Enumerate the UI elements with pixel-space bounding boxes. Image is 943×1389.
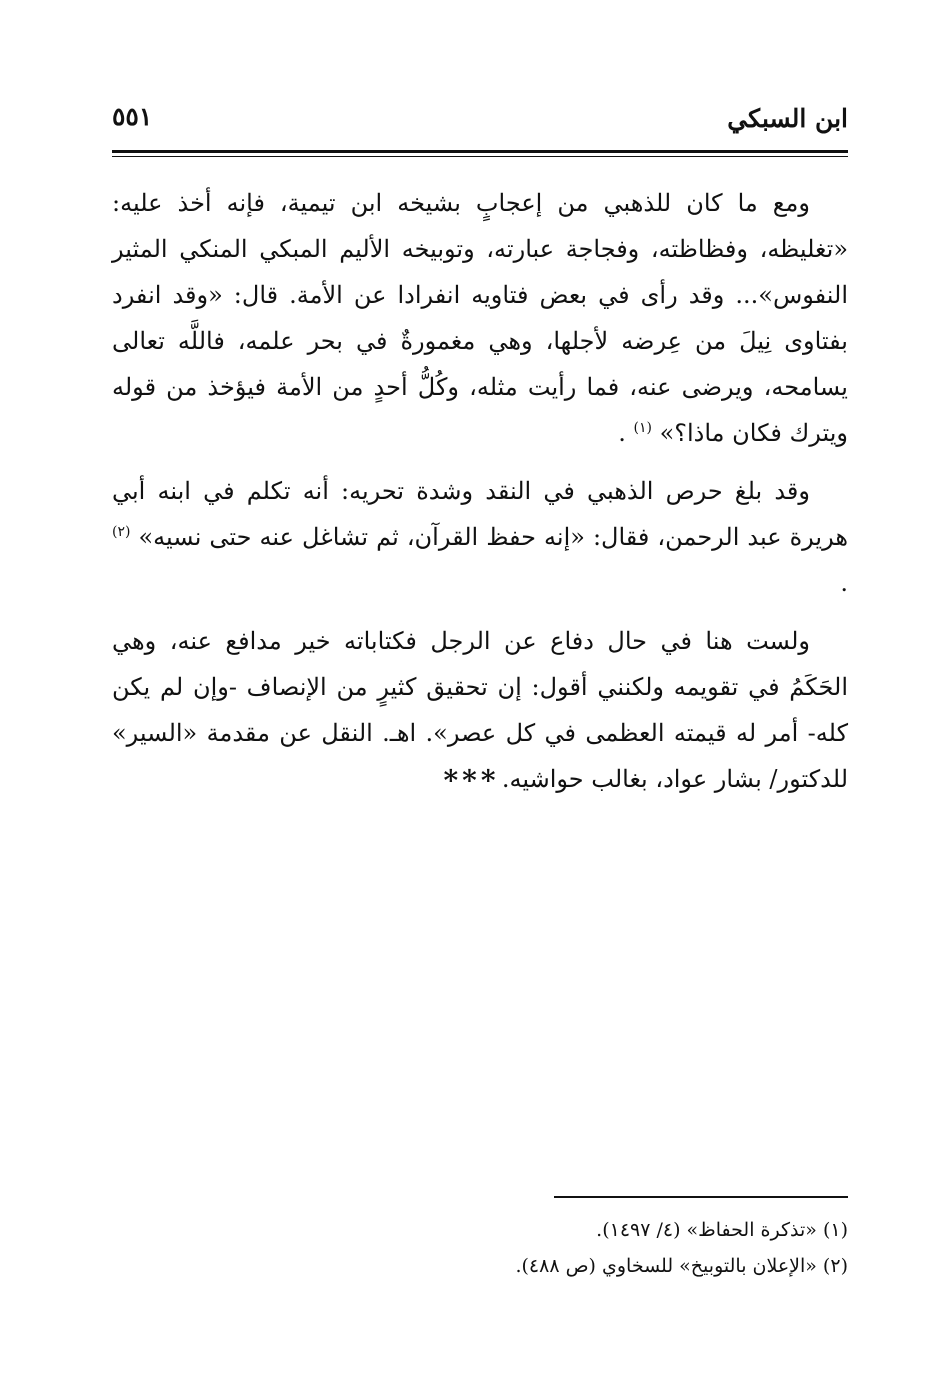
footnotes — [112, 1212, 848, 1284]
paragraph-1: ومع ما كان للذهبي من إعجابٍ بشيخه ابن تيمية، فإنه أخذ عليه: «تغليظه، وفظاظته، وفجاجة عبارته، وتوبيخه الأليم المبكي المنكي المثير النفوس»... وقد رأى في بعض فتاويه انفرادا عن الأمة. قال: «وقد انفرد بفتاوى نِيلَ من عِرضه لأجلها، وهي مغمورةٌ في بحر علمه، فاللَّه تعالى يسامحه، ويرضى عنه، فما رأيت مثله، وكُلُّ أحدٍ من الأمة فيؤخذ من قوله ويترك فكان ماذا؟» $^{(١)}$ . — [112, 189, 848, 447]
footnote-1: (١) «تذكرة الحفاظ» (٤/ ١٤٩٧). — [596, 1219, 848, 1241]
header-rule-thin — [112, 156, 848, 157]
paragraph-1-text: ومع ما كان للذهبي من إعجابٍ بشيخه ابن تيمية، فإنه أخذ عليه: «تغليظه، وفظاظته، وفجاجة عبارته، وتوبيخه الأليم المبكي المنكي المثير النفوس»... وقد رأى في بعض فتاويه انفرادا عن الأمة. قال: «وقد انفرد بفتاوى نِيلَ من عِرضه لأجلها، وهي مغمورةٌ في بحر علمه، فاللَّه تعالى يسامحه، ويرضى عنه، فما رأيت مثله، وكُلُّ أحدٍ من الأمة فيؤخذ من قوله ويترك فكان ماذا؟» — [112, 189, 848, 447]
body-text — [112, 180, 848, 814]
footnote-rule — [554, 1196, 848, 1198]
footnote-ref-2: (٢) — [112, 524, 131, 540]
running-title: ابن السبكي — [727, 104, 848, 133]
header-rule-thick — [112, 150, 848, 153]
paragraph-2: وقد بلغ حرص الذهبي في النقد وشدة تحريه: أنه تكلم في ابنه أبي هريرة عبد الرحمن، فقال: «إنه حفظ القرآن، ثم تشاغل عنه حتى نسيه» $^{(٢)}$ . — [112, 477, 848, 597]
paragraph-2-text: وقد بلغ حرص الذهبي في النقد وشدة تحريه: أنه تكلم في ابنه أبي هريرة عبد الرحمن، فقال: «إنه حفظ القرآن، ثم تشاغل عنه حتى نسيه» — [112, 477, 848, 551]
page-number: ٥٥١ — [112, 102, 153, 131]
running-header — [112, 96, 848, 144]
footnote-2: (٢) «الإعلان بالتوبيخ» للسخاوي (ص ٤٨٨). — [515, 1255, 848, 1277]
footnote-ref-1: (١) — [633, 420, 652, 436]
paragraph-3: ولست هنا في حال دفاع عن الرجل فكتاباته خير مدافع عنه، وهي الحَكَمُ في تقويمه ولكنني أقول: إن تحقيق كثيرٍ من الإنصاف -وإن لم يكن كله- أمر له قيمته العظمى في كل عصر». اهـ. النقل عن مقدمة «السير» للدكتور/ بشار عواد، بغالب حواشيه. — [112, 627, 848, 793]
section-separator: *** — [443, 764, 500, 797]
